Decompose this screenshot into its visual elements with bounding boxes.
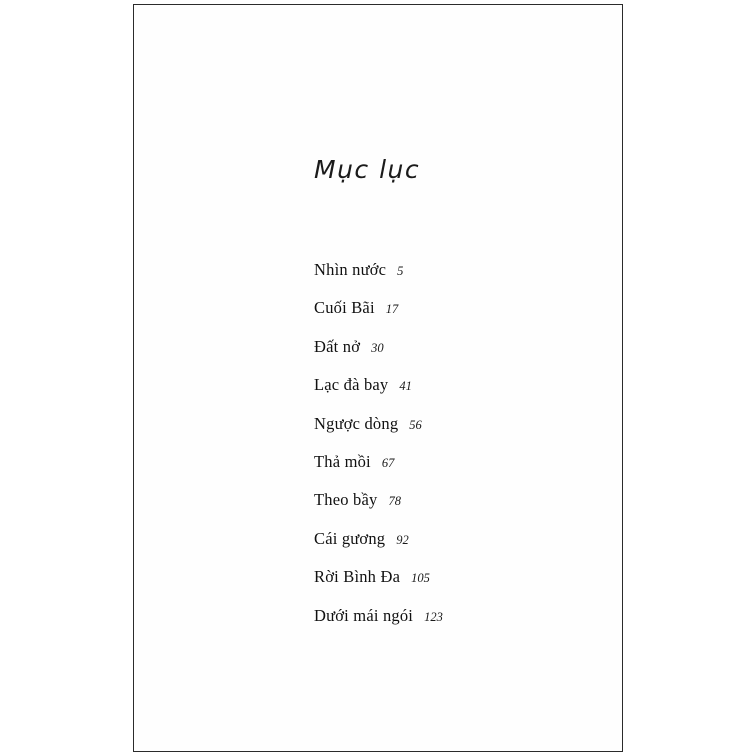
list-item[interactable] bbox=[314, 490, 604, 510]
toc-entry-page-number: 30 bbox=[371, 340, 384, 355]
toc-entry-page-number: 92 bbox=[396, 532, 409, 547]
toc-entry-page-number: 17 bbox=[385, 302, 399, 317]
toc-entry-page-number: 123 bbox=[424, 609, 443, 624]
toc-entry-page-number: 67 bbox=[381, 455, 395, 470]
page-title: Mục lục bbox=[314, 155, 421, 184]
list-item[interactable] bbox=[314, 452, 604, 472]
list-item[interactable] bbox=[314, 298, 604, 318]
toc-entry-page-number: 41 bbox=[399, 379, 412, 394]
list-item[interactable] bbox=[314, 414, 604, 434]
book-page bbox=[133, 4, 623, 752]
toc-entry-page-number: 78 bbox=[388, 494, 401, 509]
list-item[interactable] bbox=[314, 529, 604, 549]
toc-entry-page-number: 105 bbox=[411, 571, 430, 586]
list-item[interactable] bbox=[314, 375, 604, 395]
list-item[interactable] bbox=[314, 337, 604, 357]
table-of-contents-list bbox=[314, 260, 604, 644]
toc-entry-page-number: 56 bbox=[409, 417, 422, 432]
toc-entry-label: Đất nở bbox=[314, 336, 361, 356]
toc-entry-label: Thả mồi bbox=[314, 451, 371, 471]
list-item[interactable] bbox=[314, 606, 604, 626]
toc-entry-label: Ngược dòng bbox=[314, 413, 399, 433]
toc-entry-page-number: 5 bbox=[397, 264, 404, 278]
toc-entry-label: Theo bầy bbox=[314, 490, 378, 510]
list-item[interactable] bbox=[314, 567, 604, 587]
toc-entry-label: Nhìn nước bbox=[314, 260, 387, 279]
toc-entry-label: Rời Bình Đa bbox=[314, 567, 401, 587]
toc-entry-label: Dưới mái ngói bbox=[314, 605, 414, 625]
toc-entry-label: Lạc đà bay bbox=[314, 375, 389, 395]
list-item[interactable] bbox=[314, 260, 604, 280]
toc-entry-label: Cái gương bbox=[314, 528, 386, 548]
toc-entry-label: Cuối Bãi bbox=[314, 298, 375, 318]
